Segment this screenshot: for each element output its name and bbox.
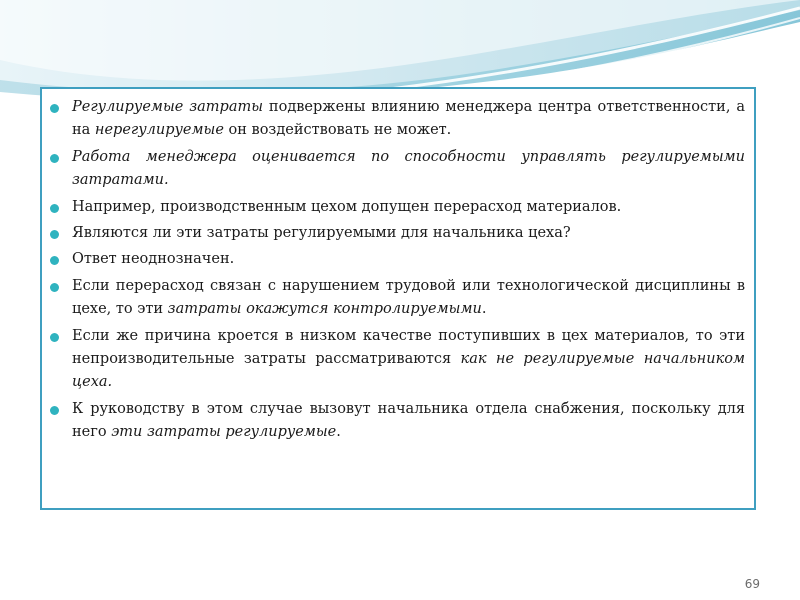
circle-bullet-icon xyxy=(50,230,59,239)
text-segment: он воздействовать не может. xyxy=(223,122,452,139)
italic-text: эти затраты регулируемые xyxy=(111,424,337,441)
bullet-item xyxy=(72,146,745,193)
text-segment: Если перерасход связан с нарушением трудовой или технологической дисциплины в цехе, то эти xyxy=(72,277,745,318)
circle-bullet-icon xyxy=(50,154,59,163)
bullet-item xyxy=(72,96,745,143)
page-number: 69 xyxy=(744,577,760,591)
circle-bullet-icon xyxy=(50,333,59,342)
bullet-item xyxy=(72,222,745,245)
bullet-item xyxy=(72,196,745,219)
bullet-item xyxy=(72,248,745,271)
text-segment: подвержены влиянию менеджера центра ответственности, а на xyxy=(72,99,745,139)
bullet-item xyxy=(72,398,745,445)
text-segment: Являются ли эти затраты регулируемыми для начальника цеха? xyxy=(72,225,571,242)
text-segment: Если же причина кроется в низком качестве поступивших в цех материалов, то эти непроизводительные затраты рассматриваются xyxy=(72,327,745,368)
text-segment: . xyxy=(336,424,341,441)
text-segment: К руководству в этом случае вызовут начальника отдела снабжения, поскольку для него xyxy=(72,400,745,441)
italic-text: как не регулируемые начальником цеха. xyxy=(72,351,745,391)
bullet-item xyxy=(72,325,745,395)
circle-bullet-icon xyxy=(50,204,59,213)
text-segment: Ответ неоднозначен. xyxy=(72,251,235,268)
italic-text: нерегулируемые xyxy=(94,122,224,139)
circle-bullet-icon xyxy=(50,256,59,265)
bullet-item xyxy=(72,275,745,322)
text-segment: Например, производственным цехом допущен перерасход материалов. xyxy=(72,198,622,215)
content-box xyxy=(40,87,756,510)
text-segment: . xyxy=(481,301,487,318)
circle-bullet-icon xyxy=(50,283,59,292)
italic-text: затраты окажутся контролируемыми xyxy=(167,301,482,318)
circle-bullet-icon xyxy=(50,406,59,415)
bullet-list xyxy=(72,96,745,448)
circle-bullet-icon xyxy=(50,104,59,113)
italic-text: Работа менеджера оценивается по способности управлять регулируемыми затратами. xyxy=(72,148,745,189)
italic-text: Регулируемые затраты xyxy=(72,99,264,115)
